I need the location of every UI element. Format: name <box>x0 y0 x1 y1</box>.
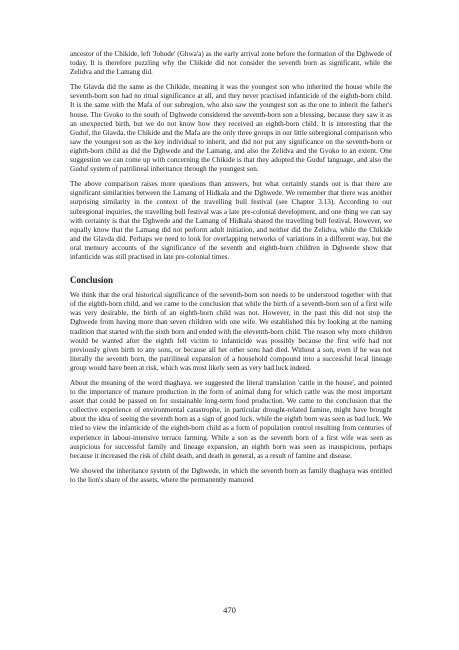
paragraph: ancestor of the Chikide, left 'Johode' (Ghwa'a) as the early arrival zone before the formation of the Dghwede of today. It is therefore puzzling why the Chikide did not consider the seventh born as significant, while the Zelidva and the Lamang did. <box>70 50 392 77</box>
paragraph: The Glavda did the same as the Chikide, meaning it was the youngest son who inherited the house while the seventh-born son had no ritual significance at all, and they never practised infanticide of the eighth-born child. It is the same with the Mafa of our subregion, who also saw the youngest son as the one to inherit the father's house. The Gvoko to the south of Dghwede considered the seventh-born son a blessing, because they saw it as an unexpected birth, but we do not know how they received an eighth-born child. It is interesting that the Guduf, the Glavda, the Chikide and the Mafa are the only three groups in our little subregional comparison who saw the youngest son as the key individual to inherit, and did not put any significance on the seventh-born or eighth-born child as did the Dghwede and the Lamang, and also the Zelidva and the Gvoko to an extent. One suggestion we can come up with concerning the Chikide is that they adopted the Guduf language, and also the Guduf system of patrilineal inheritance through the youngest son. <box>70 83 392 174</box>
section-heading: Conclusion <box>70 275 114 286</box>
paragraph: About the meaning of the word thaghaya, we suggested the literal translation 'cattle in the house', and pointed to the importance of manure production in the form of animal dung for which cattle was the most important asset that could be passed on for sustainable long-term food production. We came to the conclusion that the collective experience of environmental catastrophe, in particular drought-related famine, might have brought about the idea of seeing the seventh born as a sign of good luck, while the eighth born was seen as bad luck. We tried to view the infanticide of the eighth-born child as a form of population control resulting from centuries of experience in labour-intensive terrace farming. While a son as the seventh born of a first wife was seen as auspicious for successful family and lineage expansion, an eighth born was seen as inauspicious, perhaps because it increased the risk of child death, and death in general, as a result of famine and disease. <box>70 379 392 460</box>
paragraph: We showed the inheritance system of the Dghwede, in which the seventh born as family thaghaya was entitled to the lion's share of the assets, where the permanently manured <box>70 466 392 484</box>
document-page <box>70 50 392 491</box>
paragraph: We think that the oral historical significance of the seventh-born son needs to be understood together with that of the eighth-born child, and we came to the conclusion that while the birth of a seventh-born son of a first wife was very desirable, the birth of an eighth-born child was not. However, in the past this did not stop the Dghwede from having more than seven children with one wife. We established this by looking at the naming tradition that started with the sixth born and ended with the eleventh-born child. The reason why more children would be wanted after the eighth fell victim to infanticide was possibly because the first wife had not previously given birth to any sons, or because all her other sons had died. Without a son, even if he was not literally the seventh born, the patrilineal expansion of a household compound into a successful local lineage group would have been at risk, which was most likely seen as very bad luck indeed. <box>70 291 392 372</box>
page-number: 470 <box>223 605 236 615</box>
paragraph: The above comparison raises more questions than answers, but what certainly stands out is that there are significant similarities between the Lamang of Hidkala and the Dghwede. We remember that there was another surprising similarity in the context of the travelling bull festival (see Chapter 3.13). According to our subregional inquiries, the travelling bull festival was a late pre-colonial development, and one thing we can say with certainty is that the Dghwede and the Lamang of Hidkala shared the travelling bull festival. However, we equally know that the Lamang did not perform adult initiation, and neither did the Zelidva, while the Chikide and the Glavda did. Perhaps we need to look for overlapping networks of variations in a different way, but the oral memory accounts of the significance of the seventh and eighth-born children in Dghwede show that infanticide was still practised in late pre-colonial times. <box>70 180 392 261</box>
